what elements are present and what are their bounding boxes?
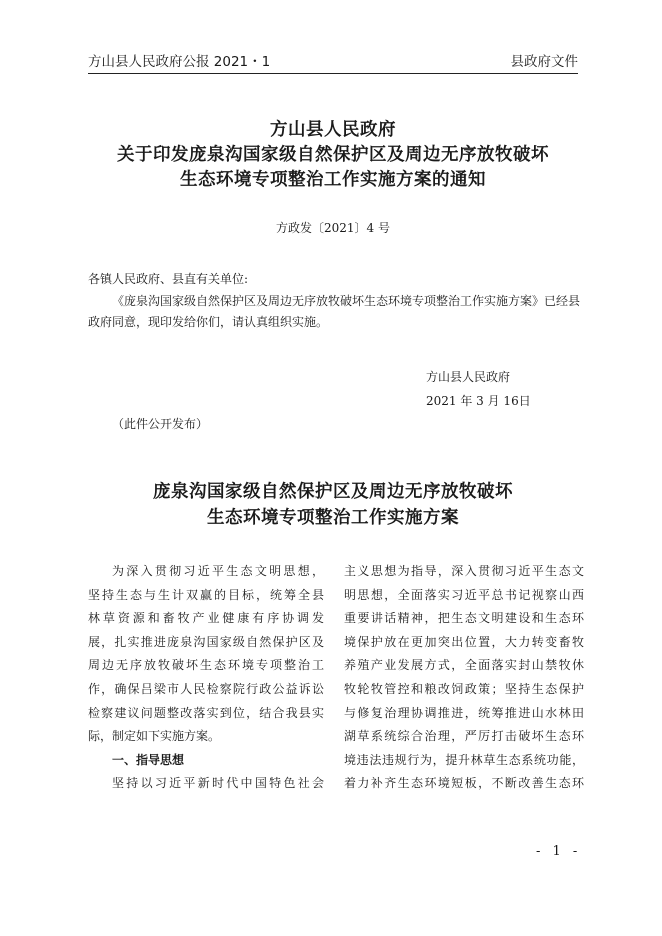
right-column-line: 与修复治理协调推进，统筹推进山水林田 bbox=[344, 705, 584, 720]
right-column-line: 境保护放在更加突出位置，大力转变畜牧 bbox=[344, 634, 584, 649]
header-publication-title: 方山县人民政府公报 2021・1 bbox=[88, 54, 271, 70]
left-column-line: 周边无序放牧破坏生态环境专项整治工 bbox=[88, 658, 324, 673]
right-column-line: 着力补齐生态环境短板，不断改善生态环 bbox=[344, 776, 584, 791]
right-column-line: 明思想，全面落实习近平总书记视察山西 bbox=[344, 587, 584, 602]
page-number: - 1 - bbox=[536, 844, 582, 859]
left-column-line: 林草资源和畜牧产业健康有序协调发 bbox=[88, 611, 324, 626]
issuer-signature: 方山县人民政府 bbox=[426, 370, 511, 384]
issue-date: 2021 年 3 月 16日 bbox=[426, 394, 531, 408]
right-column-line: 重要讲话精神，把生态文明建设和生态环 bbox=[344, 611, 584, 626]
header-divider bbox=[88, 73, 578, 74]
left-column-line: 检察建议问题整改落实到位，结合我县实 bbox=[88, 705, 324, 720]
plan-right-column bbox=[344, 560, 584, 796]
left-column-line: 展，扎实推进庞泉沟国家级自然保护区及 bbox=[88, 634, 324, 649]
section-heading: 一、指导思想 bbox=[112, 752, 185, 767]
notice-title-line-1: 方山县人民政府 bbox=[270, 120, 396, 140]
left-column-line: 坚持以习近平新时代中国特色社会 bbox=[112, 776, 324, 791]
publish-note: （此件公开发布） bbox=[112, 417, 209, 431]
notice-title bbox=[60, 118, 606, 193]
document-number: 方政发〔2021〕4 号 bbox=[276, 221, 390, 235]
right-column-line: 主义思想为指导，深入贯彻习近平生态文 bbox=[344, 564, 584, 578]
plan-title-line-2: 生态环境专项整治工作实施方案 bbox=[207, 508, 459, 528]
header-section-label: 县政府文件 bbox=[510, 54, 578, 70]
right-column-line: 湖草系统综合治理，严厉打击破坏生态环 bbox=[344, 729, 584, 744]
running-header bbox=[88, 50, 578, 72]
right-column-line: 牧轮牧管控和粮改饲政策；坚持生态保护 bbox=[344, 681, 584, 696]
left-column-line: 际，制定如下实施方案。 bbox=[88, 729, 221, 744]
plan-title bbox=[60, 479, 606, 531]
left-column-line: 作，确保吕梁市人民检察院行政公益诉讼 bbox=[88, 681, 324, 696]
right-column-line: 境违法违规行为，提升林草生态系统功能， bbox=[344, 752, 584, 767]
notice-body: 《庞泉沟国家级自然保护区及周边无序放牧破坏生态环境专项整治工作实施方案》已经县政府同意，现印发给你们，请认真组织实施。 bbox=[88, 294, 581, 329]
addressee: 各镇人民政府、县直有关单位: bbox=[88, 272, 249, 286]
plan-title-line-1: 庞泉沟国家级自然保护区及周边无序放牧破坏 bbox=[153, 482, 513, 502]
notice-title-line-2: 关于印发庞泉沟国家级自然保护区及周边无序放牧破坏 bbox=[117, 145, 549, 165]
plan-left-column bbox=[88, 560, 324, 796]
left-column-line: 坚持生态与生计双赢的目标，统筹全县 bbox=[88, 587, 324, 602]
notice-title-line-3: 生态环境专项整治工作实施方案的通知 bbox=[180, 170, 486, 190]
right-column-line: 养殖产业发展方式，全面落实封山禁牧休 bbox=[344, 658, 584, 673]
left-column-line: 为深入贯彻习近平生态文明思想， bbox=[112, 564, 324, 578]
